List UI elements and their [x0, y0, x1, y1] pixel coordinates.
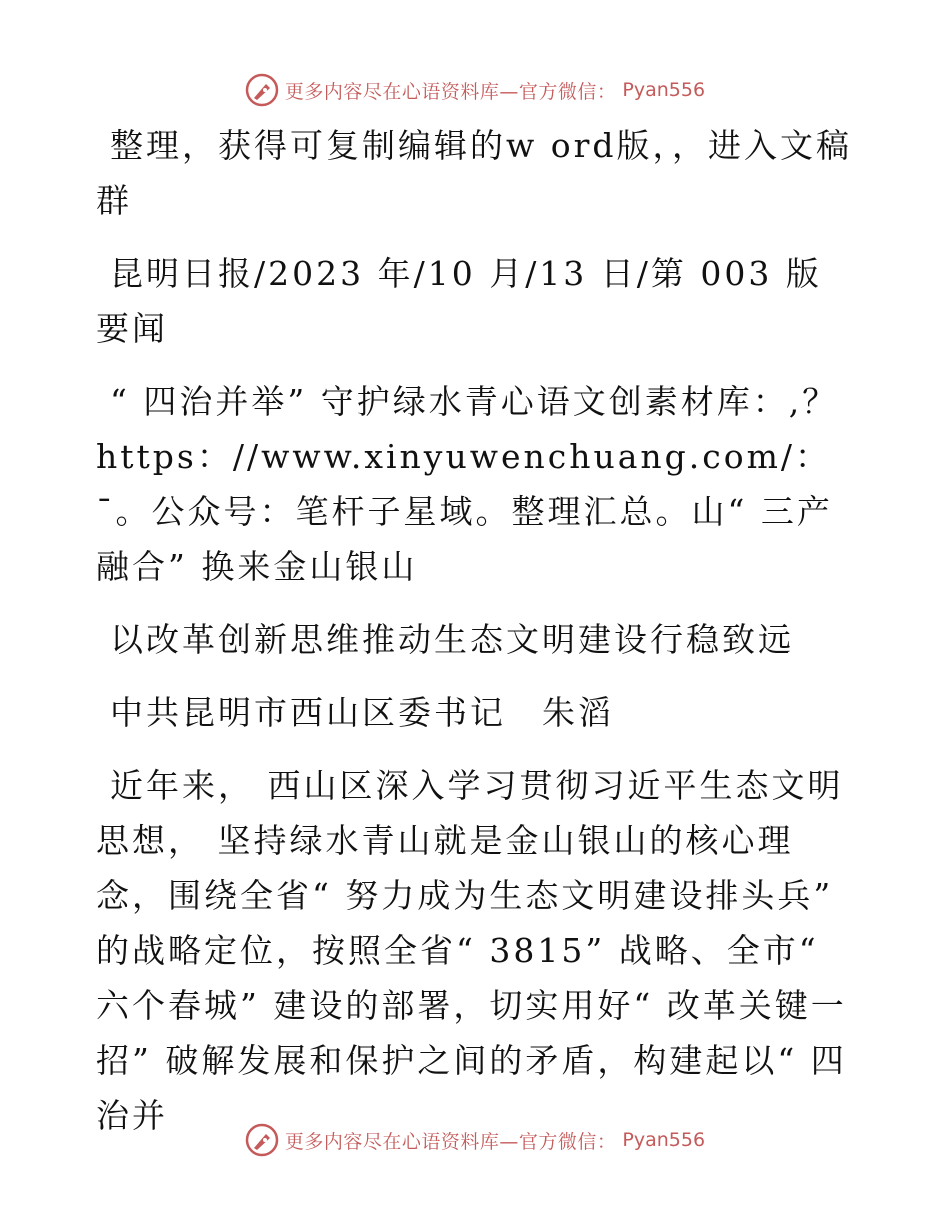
- pen-nib-logo-icon: [245, 1123, 279, 1157]
- paragraph-headline: “ 四治并举” 守护绿水青心语文创素材库：,？https：//www.xinyuwenchuang.com/：¯。公众号：笔杆子星域。整理汇总。山“ 三产融合” 换来金山银山: [96, 382, 839, 586]
- watermark-wechat-id: Pyan556: [622, 79, 706, 101]
- paragraph-title: 以改革创新思维推动生态文明建设行稳致远: [110, 620, 794, 659]
- document-body: [96, 118, 856, 1161]
- pen-nib-logo-icon: [245, 73, 279, 107]
- paragraph-author: 中共昆明市西山区委书记 朱滔: [110, 693, 614, 732]
- paragraph-body: 近年来， 西山区深入学习贯彻习近平生态文明思想， 坚持绿水青山就是金山银山的核心理念，围绕全省“ 努力成为生态文明建设排头兵” 的战略定位，按照全省“ 3815” 战略、全市“ 六个春城” 建设的部署，切实用好“ 改革关键一招” 破解发展和保护之间的矛盾，构建起以“ 四治并: [96, 766, 847, 1135]
- watermark-wechat-id: Pyan556: [622, 1129, 706, 1151]
- paragraph-source: 昆明日报/2023 年/10 月/13 日/第 003 版要闻: [96, 254, 822, 348]
- watermark-text: 更多内容尽在心语资料库—官方微信：: [284, 1130, 617, 1153]
- watermark-text: 更多内容尽在心语资料库—官方微信：: [284, 80, 617, 103]
- watermark-header: [0, 70, 950, 110]
- paragraph-intro: 整理，获得可复制编辑的w ord版，，进入文稿群: [96, 126, 853, 220]
- watermark-footer: [0, 1120, 950, 1160]
